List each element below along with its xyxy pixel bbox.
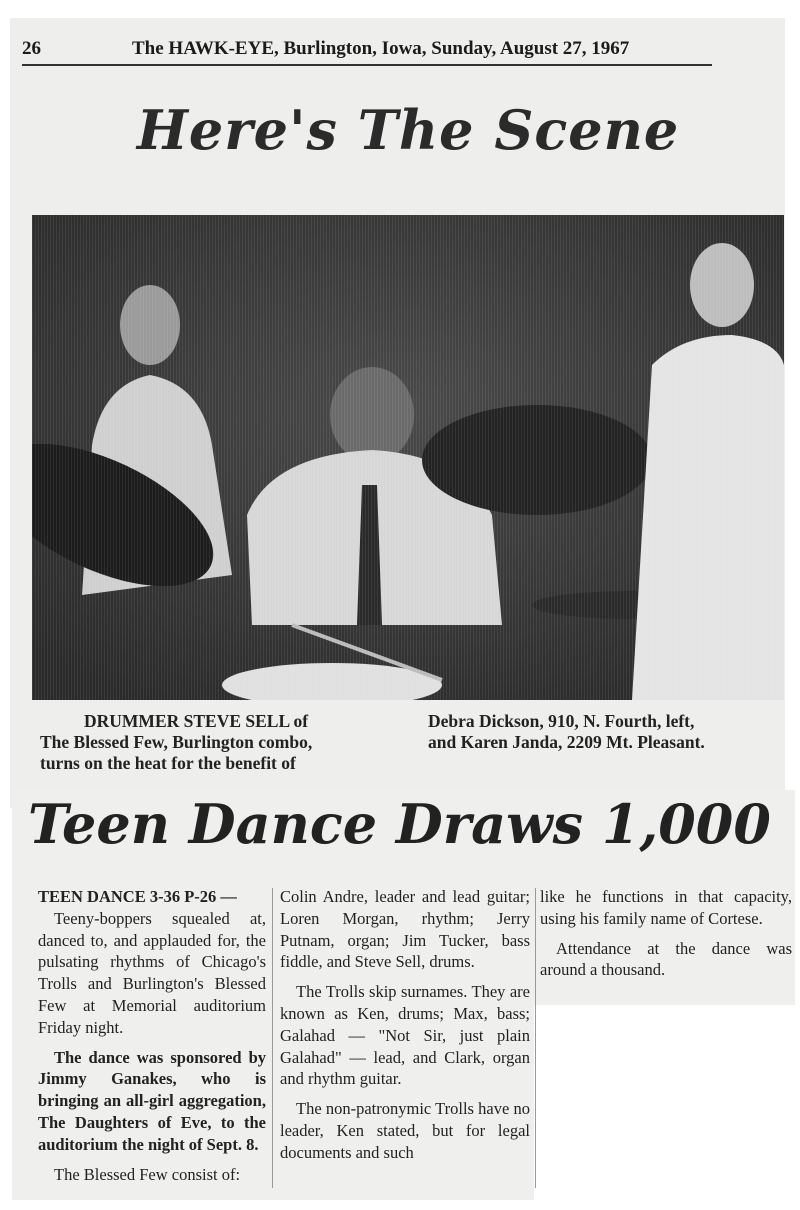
caption-line: turns on the heat for the benefit of	[40, 753, 296, 773]
masthead-text: The HAWK-EYE, Burlington, Iowa, Sunday, August 27, 1967	[132, 38, 630, 59]
photo-caption-left	[40, 711, 398, 774]
article-paragraph: The non-patronymic Trolls have no leader, Ken stated, but for legal documents and such	[280, 1099, 530, 1162]
news-photo	[32, 215, 784, 700]
photo-caption-right	[428, 711, 788, 753]
column-divider	[272, 888, 273, 1188]
article-column-3	[540, 886, 792, 989]
article-slug: TEEN DANCE 3-36 P-26 —	[38, 887, 237, 906]
article-paragraph: Colin Andre, leader and lead guitar; Loren Morgan, rhythm; Jerry Putnam, organ; Jim Tucker, bass fiddle, and Steve Sell, drums.	[280, 887, 530, 972]
column-divider	[535, 888, 536, 1188]
headline-top: Here's The Scene	[136, 98, 680, 162]
caption-line: DRUMMER STEVE SELL of	[84, 711, 309, 731]
article-paragraph: The Trolls skip surnames. They are known as Ken, drums; Max, bass; Galahad — "Not Sir, just plain Galahad" — lead, and Clark, organ and rhythm guitar.	[280, 982, 530, 1089]
caption-line: Debra Dickson, 910, N. Fourth, left,	[428, 711, 695, 731]
page-number: 26	[22, 38, 41, 59]
article-paragraph: Attendance at the dance was around a thousand.	[540, 938, 792, 980]
article-paragraph: The Blessed Few consist of:	[54, 1164, 241, 1184]
photo-illustration	[32, 215, 784, 700]
headline-main: Teen Dance Draws 1,000	[28, 792, 771, 856]
caption-line: The Blessed Few, Burlington combo,	[40, 732, 313, 752]
article-paragraph: Teeny-boppers squealed at, danced to, and applauded for, the pulsating rhythms of Chicago's Trolls and Burlington's Blessed Few at Memorial auditorium Friday night.	[38, 908, 266, 1037]
article-column-2	[280, 886, 530, 1172]
caption-line: and Karen Janda, 2209 Mt. Pleasant.	[428, 732, 705, 752]
article-paragraph: The dance was sponsored by Jimmy Ganakes, who is bringing an all-girl aggregation, The Daughters of Eve, to the auditorium the night of Sept. 8.	[38, 1047, 266, 1154]
article-paragraph: like he functions in that capacity, using his family name of Cortese.	[540, 887, 792, 928]
masthead	[22, 38, 712, 66]
article-column-1	[38, 886, 266, 1193]
